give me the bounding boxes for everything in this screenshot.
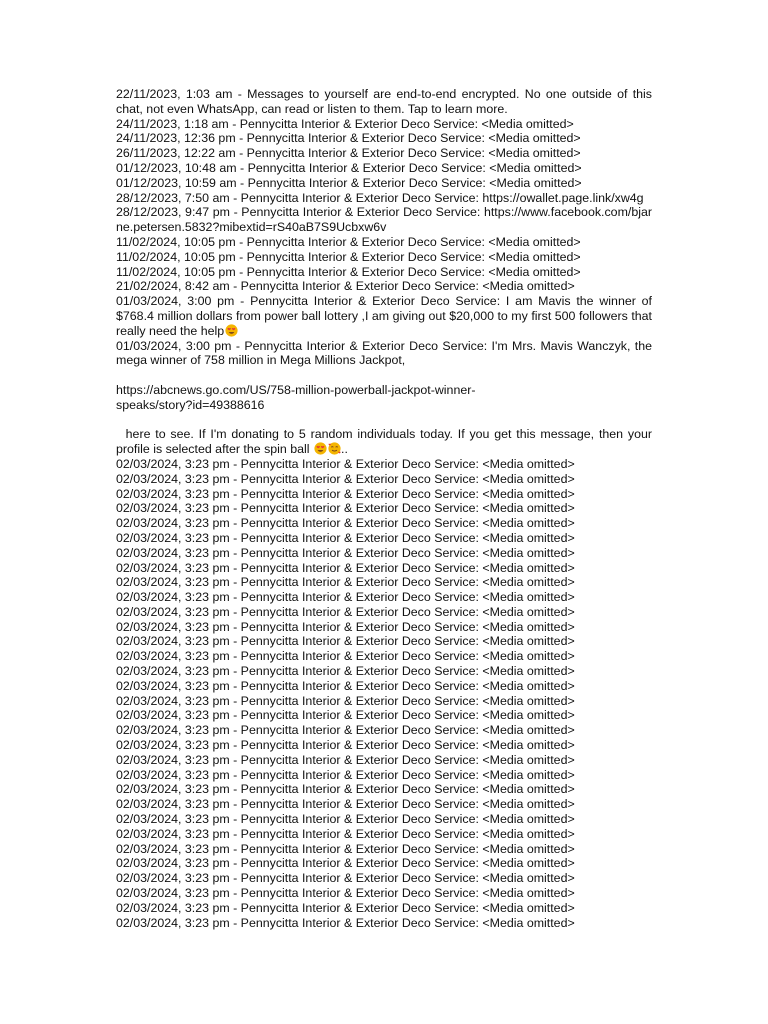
blank-line	[116, 413, 652, 428]
encrypted-notice-entry: 22/11/2023, 1:03 am - Messages to yourself are end-to-end encrypted. No one outside of this chat, not even WhatsApp, can read or listen to them. Tap to learn more.	[116, 87, 652, 116]
chat-entry: 02/03/2024, 3:23 pm - Pennycitta Interior & Exterior Deco Service: <Media omitted>	[116, 575, 575, 590]
chat-entry: 02/03/2024, 3:23 pm - Pennycitta Interior & Exterior Deco Service: <Media omitted>	[116, 708, 575, 723]
chat-entry-jackpot-message: 01/03/2024, 3:00 pm - Pennycitta Interior & Exterior Deco Service: I'm Mrs. Mavis Wanczyk, the mega winner of 758 million in Mega Millions Jackpot,	[116, 338, 652, 368]
chat-entry: 02/03/2024, 3:23 pm - Pennycitta Interior & Exterior Deco Service: <Media omitted>	[116, 900, 575, 915]
chat-entry: 02/03/2024, 3:23 pm - Pennycitta Interior & Exterior Deco Service: <Media omitted>	[116, 560, 575, 575]
jackpot-message-tail-text: here to see. If I'm donating to 5 random individuals today. If you get this message, then your profile is selected after the spin ball	[116, 427, 656, 457]
chat-entry: 02/03/2024, 3:23 pm - Pennycitta Interior & Exterior Deco Service: <Media omitted>	[116, 797, 575, 812]
chat-entry: 02/03/2024, 3:23 pm - Pennycitta Interior & Exterior Deco Service: <Media omitted>	[116, 871, 575, 886]
chat-entry: 02/03/2024, 3:23 pm - Pennycitta Interior & Exterior Deco Service: <Media omitted>	[116, 693, 575, 708]
lottery-message-text: 01/03/2024, 3:00 pm - Pennycitta Interior & Exterior Deco Service: I am Mavis the winner of $768.4 million dollars from power ball lottery ,I am giving out $20,000 to my first 500 followers that really need the help	[116, 294, 652, 338]
blank-line	[116, 368, 652, 383]
chat-entry: 02/03/2024, 3:23 pm - Pennycitta Interior & Exterior Deco Service: <Media omitted>	[116, 723, 575, 738]
chat-entry: 02/03/2024, 3:23 pm - Pennycitta Interior & Exterior Deco Service: <Media omitted>	[116, 812, 575, 827]
chat-entry: 24/11/2023, 1:18 am - Pennycitta Interior & Exterior Deco Service: <Media omitted>	[116, 116, 574, 131]
heart-eyes-emoji-icon	[314, 442, 327, 455]
chat-entry-lottery-message	[116, 294, 652, 338]
chat-entry: 02/03/2024, 3:23 pm - Pennycitta Interior & Exterior Deco Service: <Media omitted>	[116, 664, 575, 679]
chat-entry: 21/02/2024, 8:42 am - Pennycitta Interior & Exterior Deco Service: <Media omitted>	[116, 279, 575, 294]
chat-entry: 02/03/2024, 3:23 pm - Pennycitta Interior & Exterior Deco Service: <Media omitted>	[116, 545, 575, 560]
chat-entry-facebook-link: 28/12/2023, 9:47 pm - Pennycitta Interior & Exterior Deco Service: https://www.facebook.com/bjarne.petersen.5832?mibextid=rS40aB7S9Ucbxw6v	[116, 205, 652, 235]
chat-entry: 01/12/2023, 10:48 am - Pennycitta Interior & Exterior Deco Service: <Media omitted>	[116, 160, 582, 175]
chat-entry: 02/03/2024, 3:23 pm - Pennycitta Interior & Exterior Deco Service: <Media omitted>	[116, 782, 575, 797]
chat-entry: 02/03/2024, 3:23 pm - Pennycitta Interior & Exterior Deco Service: <Media omitted>	[116, 634, 575, 649]
chat-entry: 02/03/2024, 3:23 pm - Pennycitta Interior & Exterior Deco Service: <Media omitted>	[116, 841, 575, 856]
chat-entry: 02/03/2024, 3:23 pm - Pennycitta Interior & Exterior Deco Service: <Media omitted>	[116, 456, 575, 471]
chat-entry: 02/03/2024, 3:23 pm - Pennycitta Interior & Exterior Deco Service: <Media omitted>	[116, 649, 575, 664]
chat-entry: 02/03/2024, 3:23 pm - Pennycitta Interior & Exterior Deco Service: <Media omitted>	[116, 752, 575, 767]
chat-export-document	[116, 87, 656, 930]
chat-entry: 02/03/2024, 3:23 pm - Pennycitta Interior & Exterior Deco Service: <Media omitted>	[116, 471, 575, 486]
chat-entry: 02/03/2024, 3:23 pm - Pennycitta Interior & Exterior Deco Service: <Media omitted>	[116, 604, 575, 619]
jackpot-message-ellipsis: ..	[341, 442, 348, 457]
media-omitted-list	[116, 457, 652, 931]
jackpot-news-link-part: https://abcnews.go.com/US/758-million-powerball-jackpot-winner-	[116, 382, 476, 397]
chat-entry-owallet-link: 28/12/2023, 7:50 am - Pennycitta Interior & Exterior Deco Service: https://owallet.page.link/xw4g	[116, 190, 644, 205]
chat-entry: 02/03/2024, 3:23 pm - Pennycitta Interior & Exterior Deco Service: <Media omitted>	[116, 826, 575, 841]
chat-entry: 02/03/2024, 3:23 pm - Pennycitta Interior & Exterior Deco Service: <Media omitted>	[116, 886, 575, 901]
chat-entry: 02/03/2024, 3:23 pm - Pennycitta Interior & Exterior Deco Service: <Media omitted>	[116, 767, 575, 782]
chat-entry: 02/03/2024, 3:23 pm - Pennycitta Interior & Exterior Deco Service: <Media omitted>	[116, 856, 575, 871]
chat-entry: 02/03/2024, 3:23 pm - Pennycitta Interior & Exterior Deco Service: <Media omitted>	[116, 516, 575, 531]
heart-eyes-emoji-icon	[225, 324, 238, 337]
jackpot-message-continuation	[116, 427, 656, 457]
chat-entry: 26/11/2023, 12:22 am - Pennycitta Interior & Exterior Deco Service: <Media omitted>	[116, 146, 581, 161]
chat-entry: 11/02/2024, 10:05 pm - Pennycitta Interior & Exterior Deco Service: <Media omitted>	[116, 234, 581, 249]
chat-entry: 01/12/2023, 10:59 am - Pennycitta Interior & Exterior Deco Service: <Media omitted>	[116, 175, 582, 190]
chat-entry: 02/03/2024, 3:23 pm - Pennycitta Interior & Exterior Deco Service: <Media omitted>	[116, 486, 575, 501]
chat-entry: 02/03/2024, 3:23 pm - Pennycitta Interior & Exterior Deco Service: <Media omitted>	[116, 678, 575, 693]
chat-entry: 02/03/2024, 3:23 pm - Pennycitta Interior & Exterior Deco Service: <Media omitted>	[116, 501, 575, 516]
chat-entry: 02/03/2024, 3:23 pm - Pennycitta Interior & Exterior Deco Service: <Media omitted>	[116, 619, 575, 634]
chat-entry: 02/03/2024, 3:23 pm - Pennycitta Interior & Exterior Deco Service: <Media omitted>	[116, 738, 575, 753]
chat-entry: 02/03/2024, 3:23 pm - Pennycitta Interior & Exterior Deco Service: <Media omitted>	[116, 915, 575, 930]
chat-entry: 24/11/2023, 12:36 pm - Pennycitta Interior & Exterior Deco Service: <Media omitted>	[116, 131, 581, 146]
smiling-hearts-emoji-icon	[328, 442, 341, 455]
chat-entry: 11/02/2024, 10:05 pm - Pennycitta Interior & Exterior Deco Service: <Media omitted>	[116, 264, 581, 279]
chat-entry: 02/03/2024, 3:23 pm - Pennycitta Interior & Exterior Deco Service: <Media omitted>	[116, 530, 575, 545]
chat-entry: 11/02/2024, 10:05 pm - Pennycitta Interior & Exterior Deco Service: <Media omitted>	[116, 249, 581, 264]
chat-entry: 02/03/2024, 3:23 pm - Pennycitta Interior & Exterior Deco Service: <Media omitted>	[116, 590, 575, 605]
jackpot-news-link-part: speaks/story?id=49388616	[116, 397, 265, 412]
